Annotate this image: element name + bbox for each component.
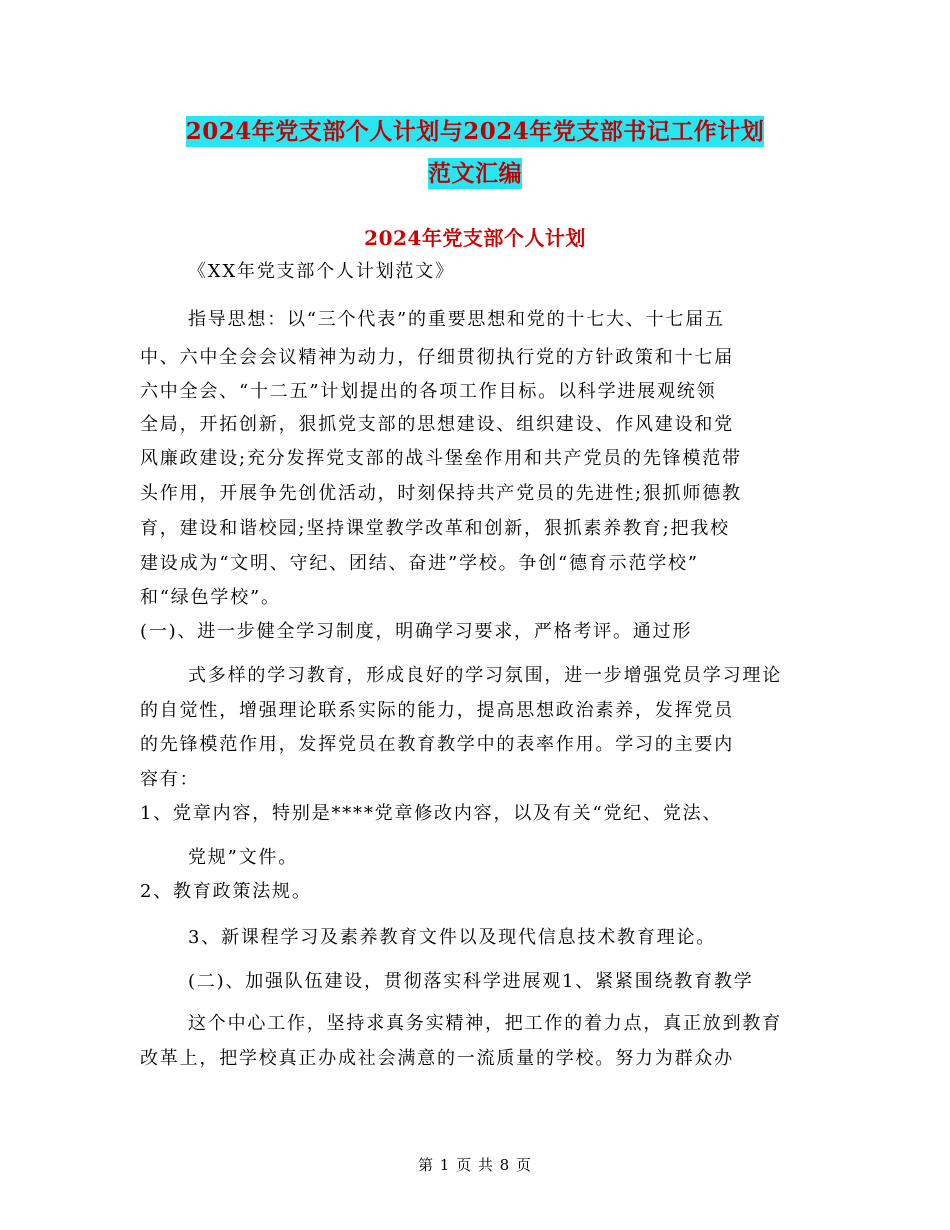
body-line: (一)、进一步健全学习制度，明确学习要求，严格考评。通过形 xyxy=(140,621,693,642)
body-line: 的先锋模范作用，发挥党员在教育教学中的表率作用。学习的主要内 xyxy=(140,734,734,755)
body-line: 式多样的学习教育，形成良好的学习氛围，进一步增强党员学习理论 xyxy=(188,665,782,686)
body-line: 容有： xyxy=(140,769,200,790)
body-line: 指导思想：以“三个代表”的重要思想和党的十七大、十七届五 xyxy=(188,309,725,330)
document-title-text-2: 范文汇编 xyxy=(428,160,522,187)
body-line: 全局，开拓创新，狠抓党支部的思想建设、组织建设、作风建设和党 xyxy=(140,414,734,435)
page-indicator: 第 1 页 共 8 页 xyxy=(418,1156,532,1174)
body-line: 头作用，开展争先创优活动，时刻保持共产党员的先进性;狠抓师德教 xyxy=(140,483,742,504)
body-line: 党规”文件。 xyxy=(188,847,299,868)
body-line: 建设成为“文明、守纪、团结、奋进”学校。争创“德育示范学校” xyxy=(140,553,699,574)
body-line: 改革上，把学校真正办成社会满意的一流质量的学校。努力为群众办 xyxy=(140,1048,734,1069)
body-line: 育，建设和谐校园;坚持课堂教学改革和创新，狠抓素养教育;把我校 xyxy=(140,518,730,539)
body-line: 3、新课程学习及素养教育文件以及现代信息技术教育理论。 xyxy=(188,927,717,948)
document-title-line-1 xyxy=(0,116,950,148)
section-heading: 2024年党支部个人计划 xyxy=(364,226,586,250)
body-line: 1、党章内容，特别是****党章修改内容，以及有关“党纪、党法、 xyxy=(140,803,723,824)
body-line: 这个中心工作，坚持求真务实精神，把工作的着力点，真正放到教育 xyxy=(188,1013,782,1034)
document-title-text-1: 2024年党支部个人计划与2024年党支部书记工作计划 xyxy=(185,118,765,145)
body-line: 六中全会、“十二五”计划提出的各项工作目标。以科学进展观统领 xyxy=(140,381,717,402)
body-line: 风廉政建设;充分发挥党支部的战斗堡垒作用和共产党员的先锋模范带 xyxy=(140,448,742,469)
body-line: 中、六中全会会议精神为动力，仔细贯彻执行党的方针政策和十七届 xyxy=(140,347,734,368)
body-line: 的自觉性，增强理论联系实际的能力，提高思想政治素养，发挥党员 xyxy=(140,700,734,721)
body-line: 和“绿色学校”。 xyxy=(140,587,281,608)
body-line: 2、教育政策法规。 xyxy=(140,881,312,902)
document-title-line-2 xyxy=(0,158,950,190)
body-line: (二)、加强队伍建设，贯彻落实科学进展观1、紧紧围绕教育教学 xyxy=(188,971,754,992)
body-line: 《XX年党支部个人计划范文》 xyxy=(188,261,455,282)
